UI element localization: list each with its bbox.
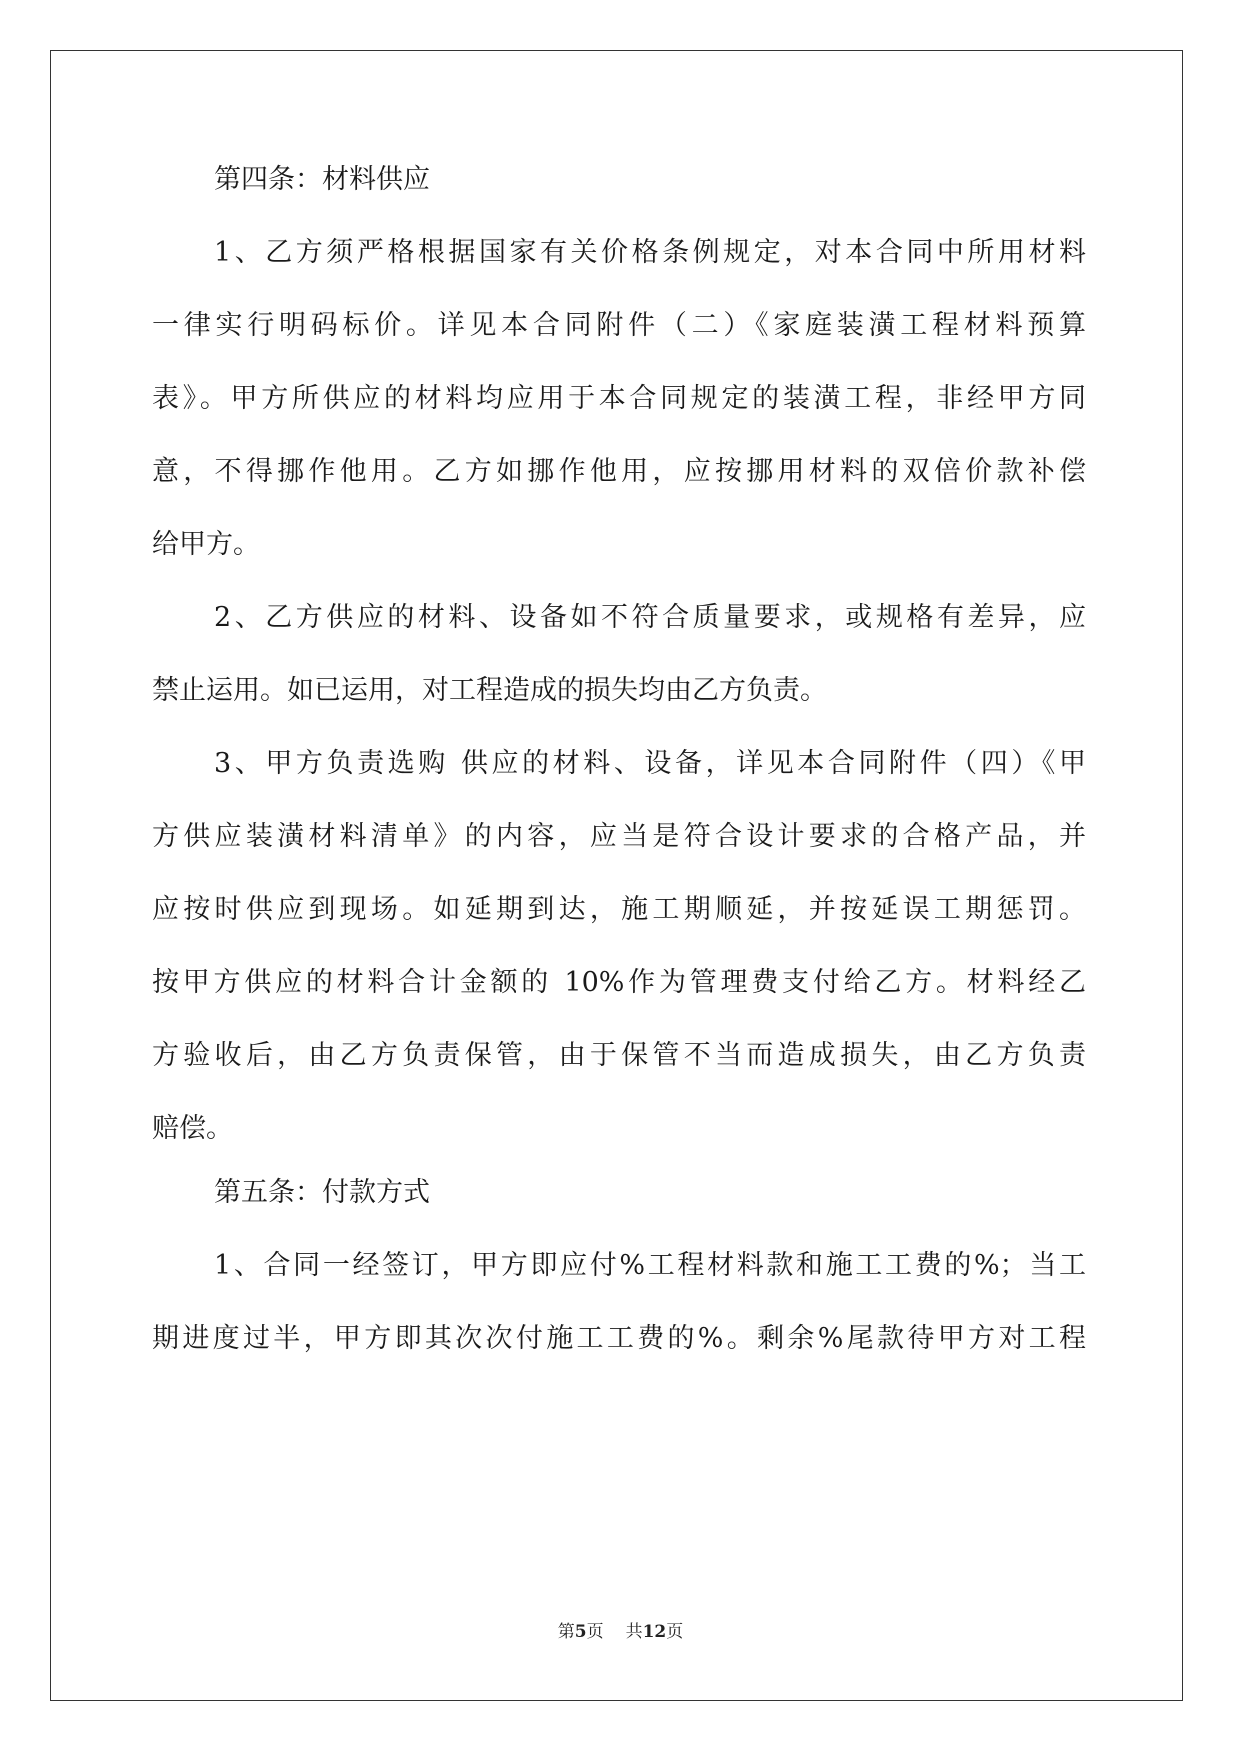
paragraph-line: 表》。甲方所供应的材料均应用于本合同规定的装潢工程，非经甲方同 xyxy=(152,383,1086,414)
paragraph-line: 给甲方。 xyxy=(152,529,260,560)
page-prefix: 第 xyxy=(557,1622,575,1642)
paragraph-line: 一律实行明码标价。详见本合同附件（二）《家庭装潢工程材料预算 xyxy=(152,310,1086,341)
paragraph-line: 3、甲方负责选购 供应的材料、设备，详见本合同附件（四）《甲 xyxy=(214,748,1086,779)
paragraph-line: 赔偿。 xyxy=(152,1113,233,1144)
total-suffix: 页 xyxy=(666,1622,684,1642)
paragraph-line: 期进度过半，甲方即其次次付施工工费的%。剩余%尾款待甲方对工程 xyxy=(152,1323,1086,1354)
page-footer xyxy=(0,1620,1241,1644)
page-border xyxy=(50,50,1183,1701)
paragraph-line: 应按时供应到现场。如延期到达，施工期顺延，并按延误工期惩罚。 xyxy=(152,894,1086,925)
paragraph-line: 方验收后，由乙方负责保管，由于保管不当而造成损失，由乙方负责 xyxy=(152,1040,1086,1071)
paragraph-line: 1、合同一经签订，甲方即应付%工程材料款和施工工费的%；当工 xyxy=(214,1250,1086,1281)
paragraph-line: 1、乙方须严格根据国家有关价格条例规定，对本合同中所用材料 xyxy=(214,237,1086,268)
total-prefix: 共 xyxy=(625,1622,643,1642)
paragraph-line: 按甲方供应的材料合计金额的 10%作为管理费支付给乙方。材料经乙 xyxy=(152,967,1086,998)
paragraph-line: 方供应装潢材料清单》的内容，应当是符合设计要求的合格产品，并 xyxy=(152,821,1086,852)
total-pages: 12 xyxy=(642,1622,667,1642)
page-number: 5 xyxy=(574,1622,587,1642)
paragraph-line: 意，不得挪作他用。乙方如挪作他用，应按挪用材料的双倍价款补偿 xyxy=(152,456,1086,487)
page-suffix: 页 xyxy=(586,1622,604,1642)
section-heading-article-5: 第五条：付款方式 xyxy=(214,1177,430,1208)
paragraph-line: 2、乙方供应的材料、设备如不符合质量要求，或规格有差异，应 xyxy=(214,602,1086,633)
section-heading-article-4: 第四条：材料供应 xyxy=(214,164,430,195)
paragraph-line: 禁止运用。如已运用，对工程造成的损失均由乙方负责。 xyxy=(152,675,827,706)
